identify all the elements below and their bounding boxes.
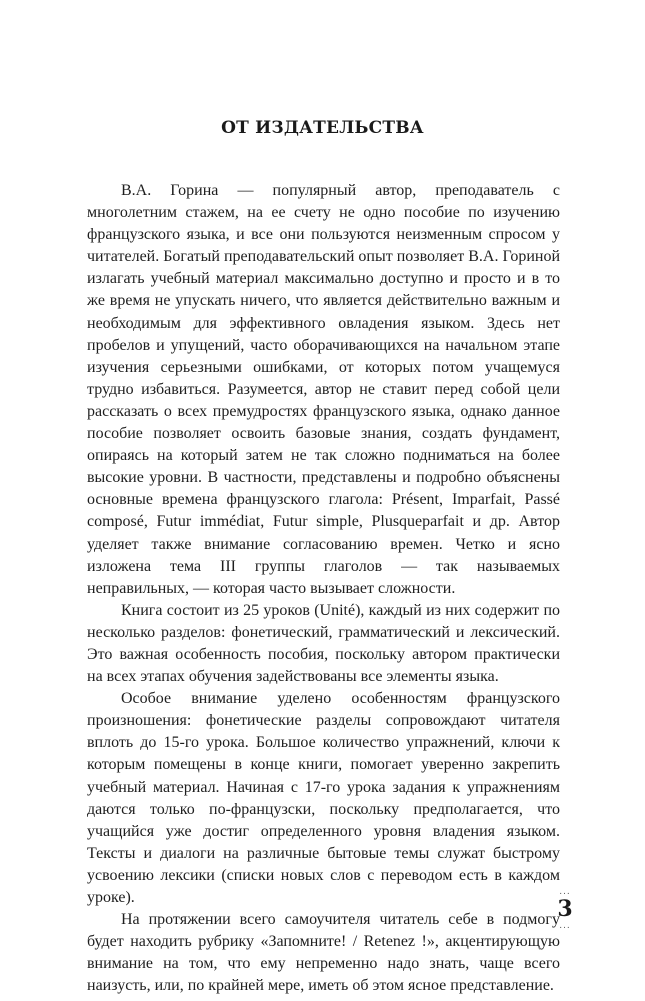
body-text (87, 180, 560, 997)
paragraph-structure: Книга состоит из 25 уроков (Unité), каждый из них содержит по несколько разделов: фонетический, грамматический и лексический. Это важная особенность пособия, поскольку автором практически на всех этапах обучения задействованы все элементы языка. (87, 601, 560, 686)
dots-top: ... (559, 887, 571, 897)
paragraph-intro: В.А. Горина — популярный автор, преподаватель с многолетним стажем, на ее счету не одно пособие по изучению французского языка, и все они пользуются неизменным спросом у читателей. Богатый преподавательский опыт позволяет В.А. Гориной излагать учебный материал максимально доступно и просто и в то же время не упускать ничего, что является действительно важным и необходимым для эффективного овладения языком. Здесь нет пробелов и упущений, часто оборачивающихся на начальном этапе изучения серьезными ошибками, от которых потом учащемуся трудно избавиться. Разумеется, автор не ставит перед собой цели рассказать о всех премудростях французского языка, однако данное пособие позволяет освоить базовые знания, создать фундамент, опираясь на который затем не так сложно подниматься на более высокие уровни. В частности, представлены и подробно объяснены основные времена французского глагола: Présent, Imparfait, Passé composé, Futur immédiat, Futur simple, Plusqueparfait и др. Автор уделяет также внимание согласованию времен. Четко и ясно изложена тема III группы глаголов — так называемых неправильных, — которая часто вызывает сложности. (87, 182, 560, 597)
page-number: 3 (557, 896, 573, 922)
page-title: ОТ ИЗДАТЕЛЬСТВА (221, 118, 424, 138)
page-number-block (552, 888, 578, 930)
paragraph-retenez: На протяжении всего самоучителя читатель себе в подмогу будет находить рубрику «Запомните! / Retenez !», акцентирующую внимание на том, что ему непременно надо знать, чаще всего наизусть, или, по крайней мере, иметь об этом ясное представление. (87, 911, 560, 995)
dots-bottom: ... (559, 921, 571, 931)
paragraph-pronunciation: Особое внимание уделено особенностям французского произношения: фонетические разделы сопровождают читателя вплоть до 15-го урока. Большое количество упражнений, ключи к которым помещены в конце книги, помогает уверенно закрепить учебный материал. Начиная с 17-го урока задания к упражнениям даются только по-французски, поскольку предполагается, что учащийся уже достиг определенного уровня владения языком. Тексты и диалоги на различные бытовые темы служат быстрому усвоению лексики (списки новых слов с переводом есть в каждом уроке). (87, 690, 560, 906)
